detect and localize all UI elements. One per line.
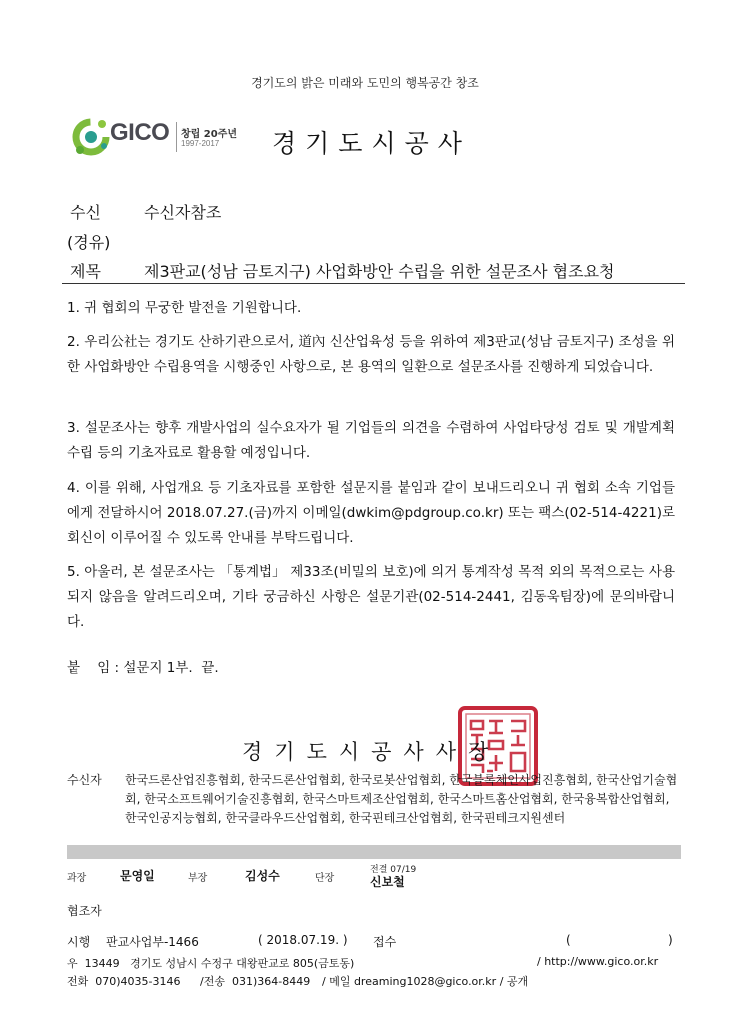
- team-leader-label: 과장: [67, 873, 87, 884]
- director-label: 단장: [315, 873, 335, 884]
- body-paragraph-5: 5. 아울러, 본 설문조사는 「통계법」 제33조(비밀의 보호)에 의거 통계작성 목적 외의 목적으로는 사용되지 않음을 알려드리오며, 기타 궁금하신 사항은 설문기관(02-514-2441, 김동욱팀장)에 문의바랍니다.: [67, 564, 675, 630]
- recipient-label: 수신: [70, 203, 101, 222]
- logo-divider: [176, 122, 177, 152]
- subject-value: 제3판교(성남 금토지구) 사업화방안 수립을 위한 설문조사 협조요청: [144, 262, 615, 281]
- subject-underline: [62, 283, 685, 284]
- body-paragraph-1: 1. 귀 협회의 무궁한 발전을 기원합니다.: [67, 300, 302, 316]
- via-label: (경유): [67, 233, 111, 252]
- dept-head-name: 김성수: [245, 869, 280, 883]
- subject-label: 제목: [70, 262, 101, 281]
- exec-label: 시행: [67, 935, 91, 949]
- gico-logo-mark-icon: [70, 114, 110, 160]
- recipient-row: [70, 200, 221, 223]
- recipient-value: 수신자참조: [144, 203, 222, 222]
- body-paragraph-3: 3. 설문조사는 향후 개발사업의 실수요자가 될 기업들의 의견을 수렴하여 사업타당성 검토 및 개발계획 수립 등의 기초자료로 활용할 예정입니다.: [67, 420, 675, 461]
- cooperator-label: 협조자: [67, 904, 102, 918]
- director-date: 전결 07/19: [370, 865, 417, 875]
- exec-number: 판교사업부-1466: [106, 935, 199, 949]
- body-paragraph-2: 2. 우리公社는 경기도 산하기관으로서, 道內 신산업육성 등을 위하여 제3판교(성남 금토지구) 조성을 위한 사업화방안 수립용역을 시행중인 사항으로, 본 용역의 일환으로 설문조사를 진행하게 되었습니다.: [67, 334, 675, 375]
- recipients-label: 수신자: [67, 773, 102, 787]
- receipt-close: ): [668, 933, 673, 947]
- recipients-list: 한국드론산업진흥협회, 한국드론산업협회, 한국로봇산업협회, 한국블록체인사업진흥협회, 한국산업기술협회, 한국소프트웨어기술진흥협회, 한국스마트제조산업협회, 한국스마트홈산업협회, 한국융복합산업협회, 한국인공지능협회, 한국클라우드산업협회, 한국핀테크산업협회, 한국핀테크지원센터: [125, 773, 678, 825]
- subject-row: [70, 259, 615, 282]
- exec-date: ( 2018.07.19. ): [258, 933, 348, 947]
- logo-anniversary: 창립 20주년: [181, 129, 238, 140]
- separator-bar: [67, 845, 681, 859]
- address-line: 우 13449 경기도 성남시 수정구 대왕판교로 805(금토동): [67, 957, 355, 970]
- receipt-label: 접수: [373, 935, 397, 949]
- via-row: [67, 230, 110, 253]
- slogan: 경기도의 밝은 미래와 도민의 행복공간 창조: [251, 76, 479, 90]
- gico-logo: [70, 114, 260, 160]
- attachment-line: 붙 임 : 설문지 1부. 끝.: [67, 660, 219, 676]
- team-leader-name: 문영일: [120, 869, 155, 883]
- fax-line: /전송 031)364-8449: [200, 975, 311, 988]
- logo-years: 1997-2017: [181, 139, 220, 148]
- dept-head-label: 부장: [188, 873, 208, 884]
- receipt-open: (: [566, 933, 571, 947]
- phone-line: 전화 070)4035-3146: [67, 975, 181, 988]
- ceo-title: 경기도시공사사장: [242, 740, 501, 764]
- body-paragraph-4: 4. 이를 위해, 사업개요 등 기초자료를 포함한 설문지를 붙임과 같이 보내드리오니 귀 협회 소속 기업들에게 전달하시어 2018.07.27.(금)까지 이메일(dwkim@pdgroup.co.kr) 또는 팩스(02-514-4221)로 회신이 이루어질 수 있도록 안내를 부탁드립니다.: [67, 480, 675, 546]
- email-line[interactable]: / 메일 dreaming1028@gico.or.kr / 공개: [322, 975, 529, 988]
- logo-text: GICO: [110, 119, 170, 146]
- director-name: 신보철: [370, 875, 405, 889]
- organization-title: 경기도시공사: [272, 129, 471, 158]
- website-link[interactable]: / http://www.gico.or.kr: [537, 955, 659, 968]
